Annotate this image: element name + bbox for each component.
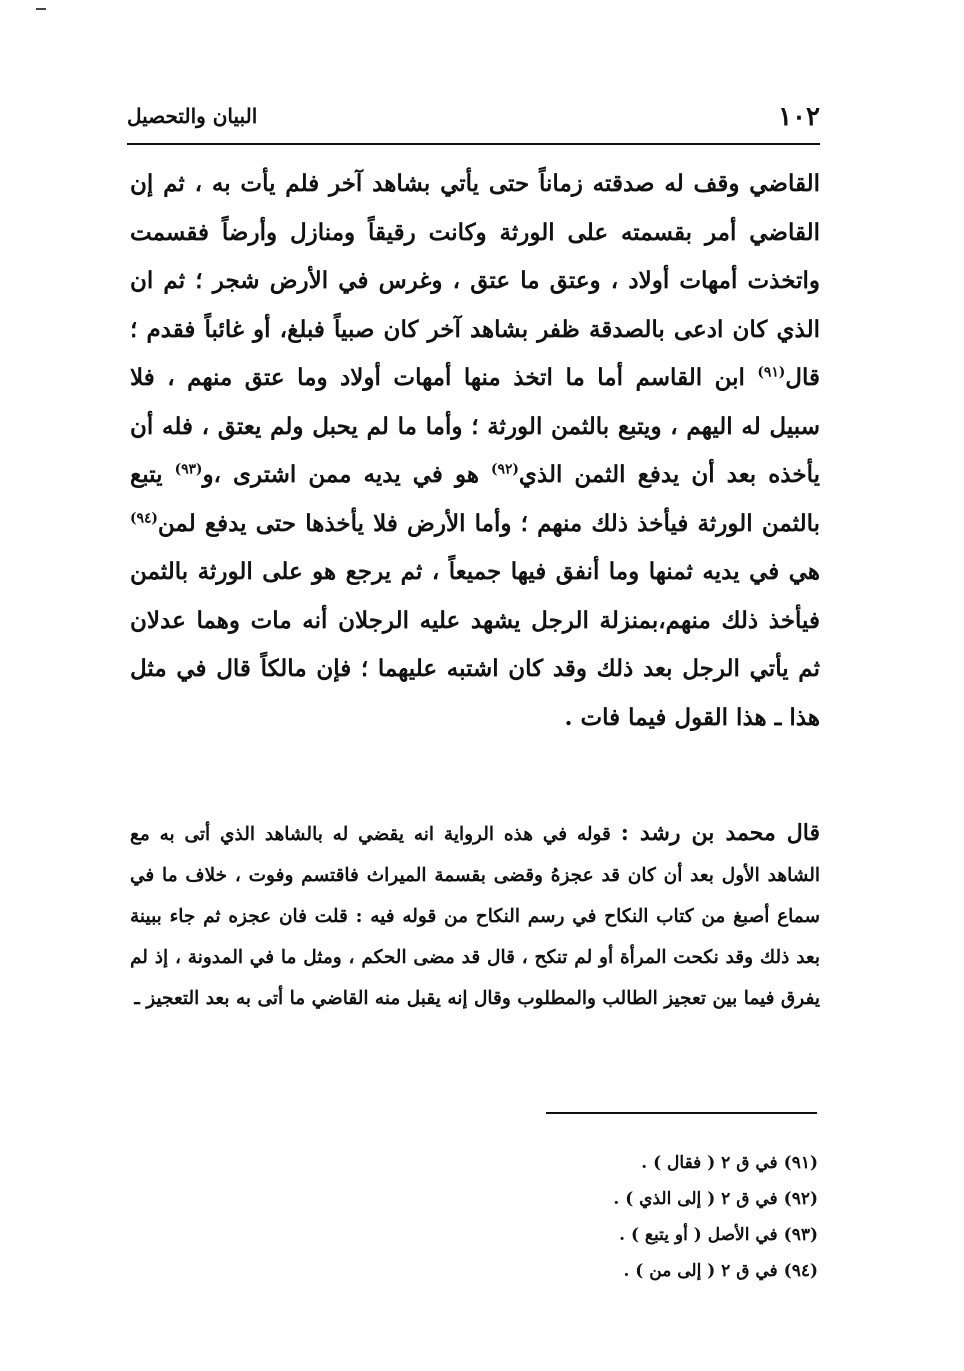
footnotes [400, 1145, 818, 1289]
footnote-94 [400, 1253, 818, 1289]
scan-corner-mark [36, 8, 46, 10]
page-number: ١٠٢ [778, 102, 820, 132]
header-rule [127, 143, 820, 145]
footnote-number: (٩٤) [783, 1261, 818, 1281]
paragraph-1-text-4: يتبع بالثمن الورثة فيأخذ ذلك منهم ؛ وأما الأرض فلا يأخذها حتى يدفع لمن [130, 461, 820, 537]
footnote-91 [400, 1145, 818, 1181]
footnote-ref-92: (٩٢) [491, 461, 519, 478]
footnote-text: في ق ٢ ( فقال ) . [641, 1153, 778, 1173]
footnote-separator [546, 1112, 817, 1114]
paragraph-2-text: قوله في هذه الرواية انه يقضي له بالشاهد الذي أتى به مع الشاهد الأول بعد أن كان قد عجزهُ وقضى بقسمة الميراث فاقتسم وفوت ، خلاف ما في سماع أصبغ من كتاب النكاح في رسم النكاح من قوله فيه : قلت فان عجزه ثم جاء ببينة بعد ذلك وقد نكحت المرأة أو لم تنكح ، قال قد مضى الحكم ، ومثل ما في المدونة ، إذ لم يفرق فيما بين تعجيز الطالب والمطلوب وقال إنه يقبل منه القاضي ما أتى به بعد التعجيز ـ [130, 824, 820, 1009]
footnote-text: في الأصل ( أو يتبع ) . [619, 1225, 778, 1245]
footnote-text: في ق ٢ ( إلى من ) . [623, 1261, 778, 1281]
paragraph-1-text-1: القاضي وقف له صدقته زماناً حتى يأتي بشاهد آخر فلم يأت به ، ثم إن القاضي أمر بقسمته على الورثة وكانت رقيقاً ومنازل وأرضاً فقسمت واتخذت أمهات أولاد ، وعتق ما عتق ، وغرس في الأرض شجر ؛ ثم ان الذي كان ادعى بالصدقة ظفر بشاهد آخر كان صبياً فبلغ، أو غائباً فقدم ؛ قال [130, 170, 820, 391]
footnote-ref-91: (٩١) [757, 364, 786, 381]
body-paragraph-2 [130, 813, 820, 1019]
page-header [127, 98, 820, 138]
paragraph-1-text-5: هي في يديه ثمنها وما أنفق فيها جميعاً ، ثم يرجع هو على الورثة بالثمن فيأخذ ذلك منهم،بمنزلة الرجل يشهد عليه الرجلان أنه مات وهما عدلان ثم يأتي الرجل بعد ذلك وقد كان اشتبه عليهما ؛ فإن مالكاً قال في مثل هذا ـ هذا القول فيما فات . [130, 558, 820, 731]
footnote-number: (٩٢) [783, 1189, 818, 1209]
footnote-ref-94: (٩٤) [130, 509, 158, 526]
footnote-ref-93: (٩٣) [174, 461, 203, 478]
commentator-heading: قال محمد بن رشد : [620, 820, 820, 846]
paragraph-1-text-2: ابن القاسم أما ما اتخذ منها أمهات أولاد وما عتق منهم ، فلا سبيل له اليهم ، ويتبع بالثمن الورثة ؛ وأما ما لم يحبل ولم يعتق ، فله أن يأخذه بعد أن يدفع الثمن الذي [130, 364, 820, 488]
footnote-number: (٩١) [783, 1153, 818, 1173]
footnote-number: (٩٣) [783, 1225, 818, 1245]
footnote-text: في ق ٢ ( إلى الذي ) . [613, 1189, 778, 1209]
paragraph-1-text-3: هو في يديه ممن اشترى ،و [202, 461, 491, 488]
running-title: البيان والتحصيل [127, 104, 258, 128]
footnote-92 [400, 1181, 818, 1217]
body-paragraph-1 [130, 160, 820, 742]
footnote-93 [400, 1217, 818, 1253]
